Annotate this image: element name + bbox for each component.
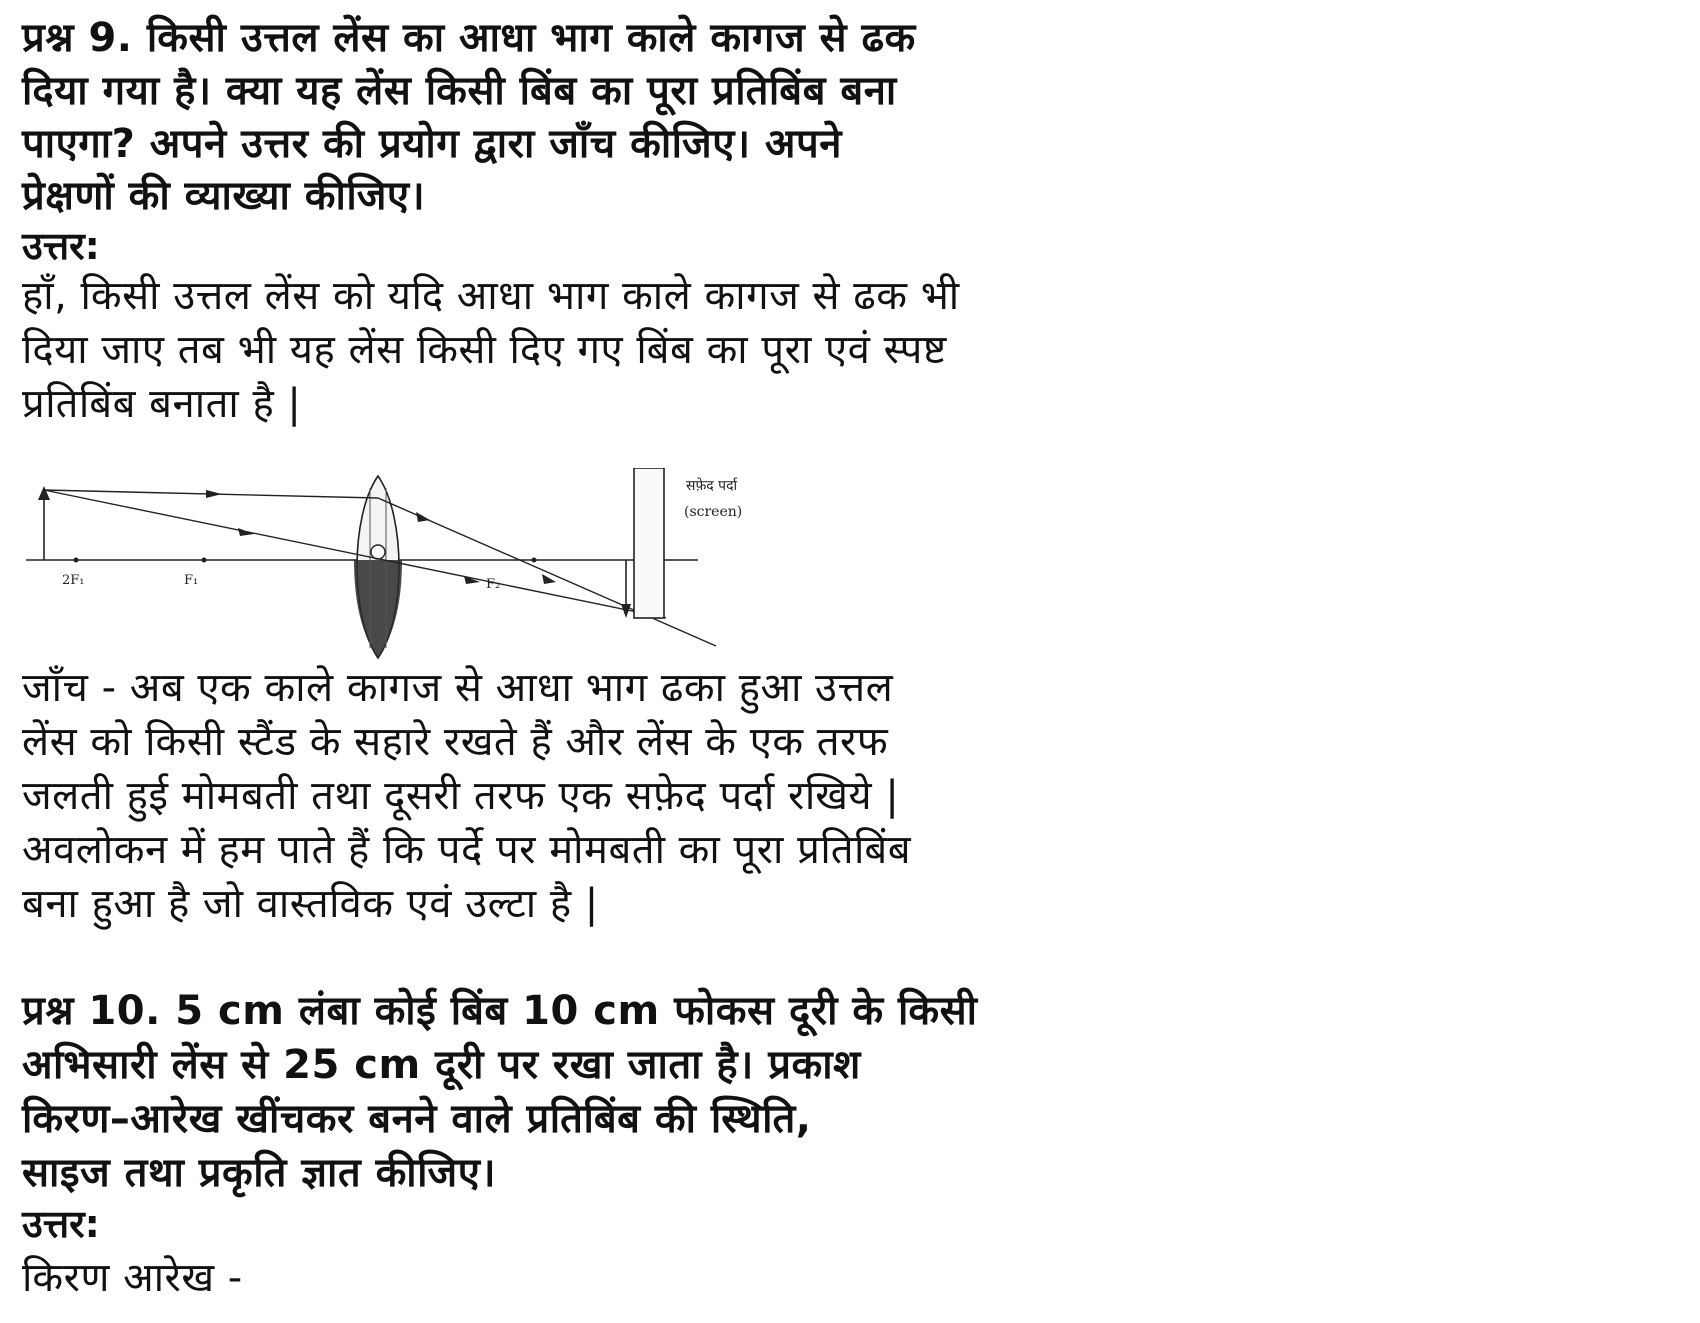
label-f1: F₁ xyxy=(184,573,199,588)
point-2f1 xyxy=(74,558,79,563)
q9-test-line-1: जाँच - अब एक काले कागज से आधा भाग ढका हुआ उत्तल xyxy=(22,665,894,711)
q9-question-line-2: दिया गया है। क्या यह लेंस किसी बिंब का पूरा प्रतिबिंब बना xyxy=(22,68,897,114)
ray-arrowhead xyxy=(206,490,222,498)
q10-question-line-1: प्रश्न 10. 5 cm लंबा कोई बिंब 10 cm फोकस दूरी के किसी xyxy=(22,988,978,1034)
q9-question-line-3: पाएगा? अपने उत्तर की प्रयोग द्वारा जाँच कीजिए। अपने xyxy=(22,121,842,167)
object-arrowhead xyxy=(38,486,50,500)
ray-diagram xyxy=(26,468,856,668)
optical-centre xyxy=(371,545,385,559)
q9-answer-line-2: दिया जाए तब भी यह लेंस किसी दिए गए बिंब का पूरा एवं स्पष्ट xyxy=(22,327,947,373)
screen xyxy=(634,468,664,618)
q9-answer-label: उत्तर: xyxy=(22,224,100,268)
q10-answer-label: उत्तर: xyxy=(22,1202,100,1246)
screen-label-english: (screen) xyxy=(684,504,743,520)
ray-arrowhead xyxy=(238,528,254,536)
q9-test-line-2: लेंस को किसी स्टैंड के सहारे रखते हैं और लेंस के एक तरफ xyxy=(22,719,889,765)
ray-through-centre xyxy=(44,490,666,618)
q9-test-line-4: अवलोकन में हम पाते हैं कि पर्दे पर मोमबती का पूरा प्रतिबिंब xyxy=(22,827,912,873)
ray-arrowhead xyxy=(464,576,480,584)
point-f2 xyxy=(532,558,537,563)
point-f1 xyxy=(202,558,207,563)
q10-question-line-3: किरण–आरेख खींचकर बनने वाले प्रतिबिंब की स्थिति, xyxy=(22,1096,812,1142)
screen-label-hindi: सफ़ेद पर्दा xyxy=(686,478,738,494)
q9-answer-line-3: प्रतिबिंब बनाता है | xyxy=(22,381,302,427)
label-f2: F₂ xyxy=(486,577,501,592)
lens-covered-half xyxy=(354,560,402,658)
q9-question-line-4: प्रेक्षणों की व्याख्या कीजिए। xyxy=(22,173,426,219)
q9-question-line-1: प्रश्न 9. किसी उत्तल लेंस का आधा भाग काले कागज से ढक xyxy=(22,15,916,61)
q9-test-line-5: बना हुआ है जो वास्तविक एवं उल्टा है | xyxy=(22,881,599,927)
q9-answer-line-1: हाँ, किसी उत्तल लेंस को यदि आधा भाग काले कागज से ढक भी xyxy=(22,273,960,319)
label-2f1: 2F₁ xyxy=(62,573,85,588)
q10-question-line-4: साइज तथा प्रकृति ज्ञात कीजिए। xyxy=(22,1150,496,1196)
q9-test-line-3: जलती हुई मोमबती तथा दूसरी तरफ एक सफ़ेद पर्दा रखिये | xyxy=(22,773,900,819)
q10-answer-line-1: किरण आरेख - xyxy=(22,1255,243,1301)
q10-question-line-2: अभिसारी लेंस से 25 cm दूरी पर रखा जाता है। प्रकाश xyxy=(22,1042,861,1088)
